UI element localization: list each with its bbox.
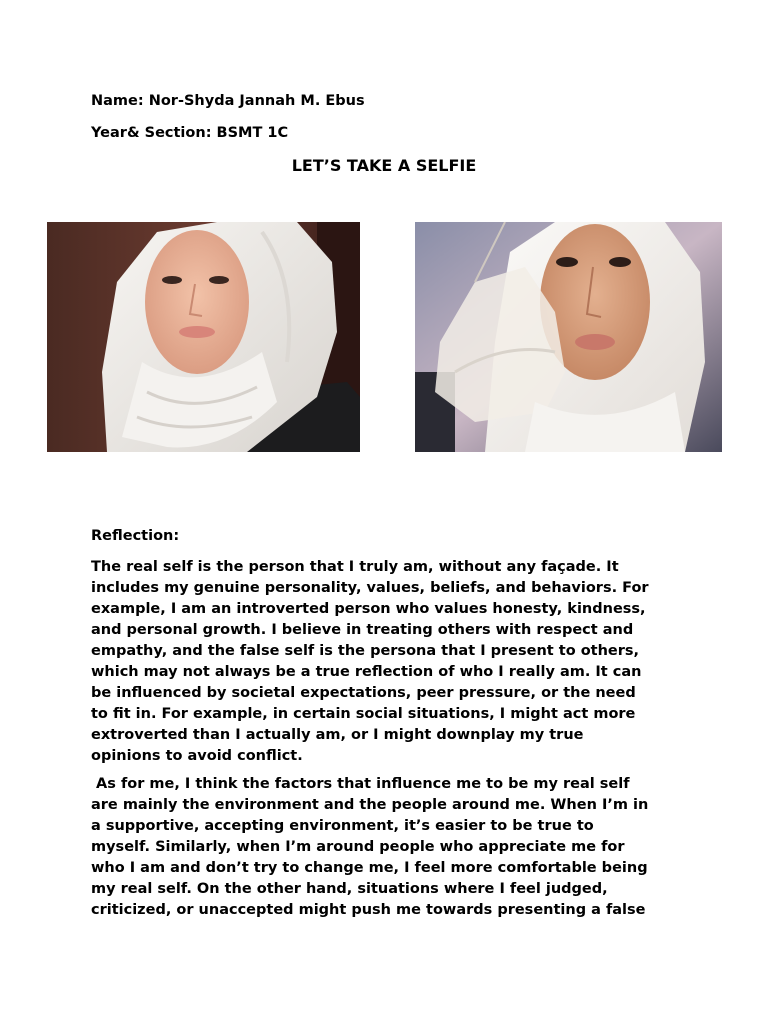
paragraph-line: my real self. On the other hand, situations where I feel judged, [91, 881, 608, 897]
paragraph-line: and personal growth. I believe in treating others with respect and [91, 622, 634, 638]
paragraph-line: empathy, and the false self is the persona that I present to others, [91, 643, 640, 659]
selfie-photo-2-image [415, 222, 722, 452]
paragraph-line: As for me, I think the factors that influence me to be my real self [91, 776, 630, 792]
year-section: Year& Section: BSMT 1C [91, 125, 289, 141]
paragraph-line: The real self is the person that I truly am, without any façade. It [91, 559, 619, 575]
paragraph-line: a supportive, accepting environment, it’s easier to be true to [91, 818, 594, 834]
selfie-photo-1 [47, 222, 360, 452]
paragraph-line: who I am and don’t try to change me, I feel more comfortable being [91, 860, 648, 876]
reflection-paragraph-2 [91, 774, 681, 921]
reflection-paragraph-1 [91, 557, 681, 767]
paragraph-line: includes my genuine personality, values, beliefs, and behaviors. For [91, 580, 649, 596]
student-name: Name: Nor-Shyda Jannah M. Ebus [91, 93, 365, 109]
paragraph-line: opinions to avoid conflict. [91, 748, 303, 764]
paragraph-line: myself. Similarly, when I’m around people who appreciate me for [91, 839, 625, 855]
paragraph-line: which may not always be a true reflection of who I really am. It can [91, 664, 642, 680]
paragraph-line: example, I am an introverted person who values honesty, kindness, [91, 601, 646, 617]
selfie-photo-2 [415, 222, 722, 452]
paragraph-line: extroverted than I actually am, or I might downplay my true [91, 727, 584, 743]
paragraph-line: are mainly the environment and the people around me. When I’m in [91, 797, 649, 813]
reflection-label: Reflection: [91, 528, 180, 544]
paragraph-line: to fit in. For example, in certain social situations, I might act more [91, 706, 636, 722]
selfie-photo-1-image [47, 222, 360, 452]
paragraph-line: be influenced by societal expectations, peer pressure, or the need [91, 685, 636, 701]
paragraph-line: criticized, or unaccepted might push me towards presenting a false [91, 902, 646, 918]
page-title: LET’S TAKE A SELFIE [291, 156, 477, 175]
